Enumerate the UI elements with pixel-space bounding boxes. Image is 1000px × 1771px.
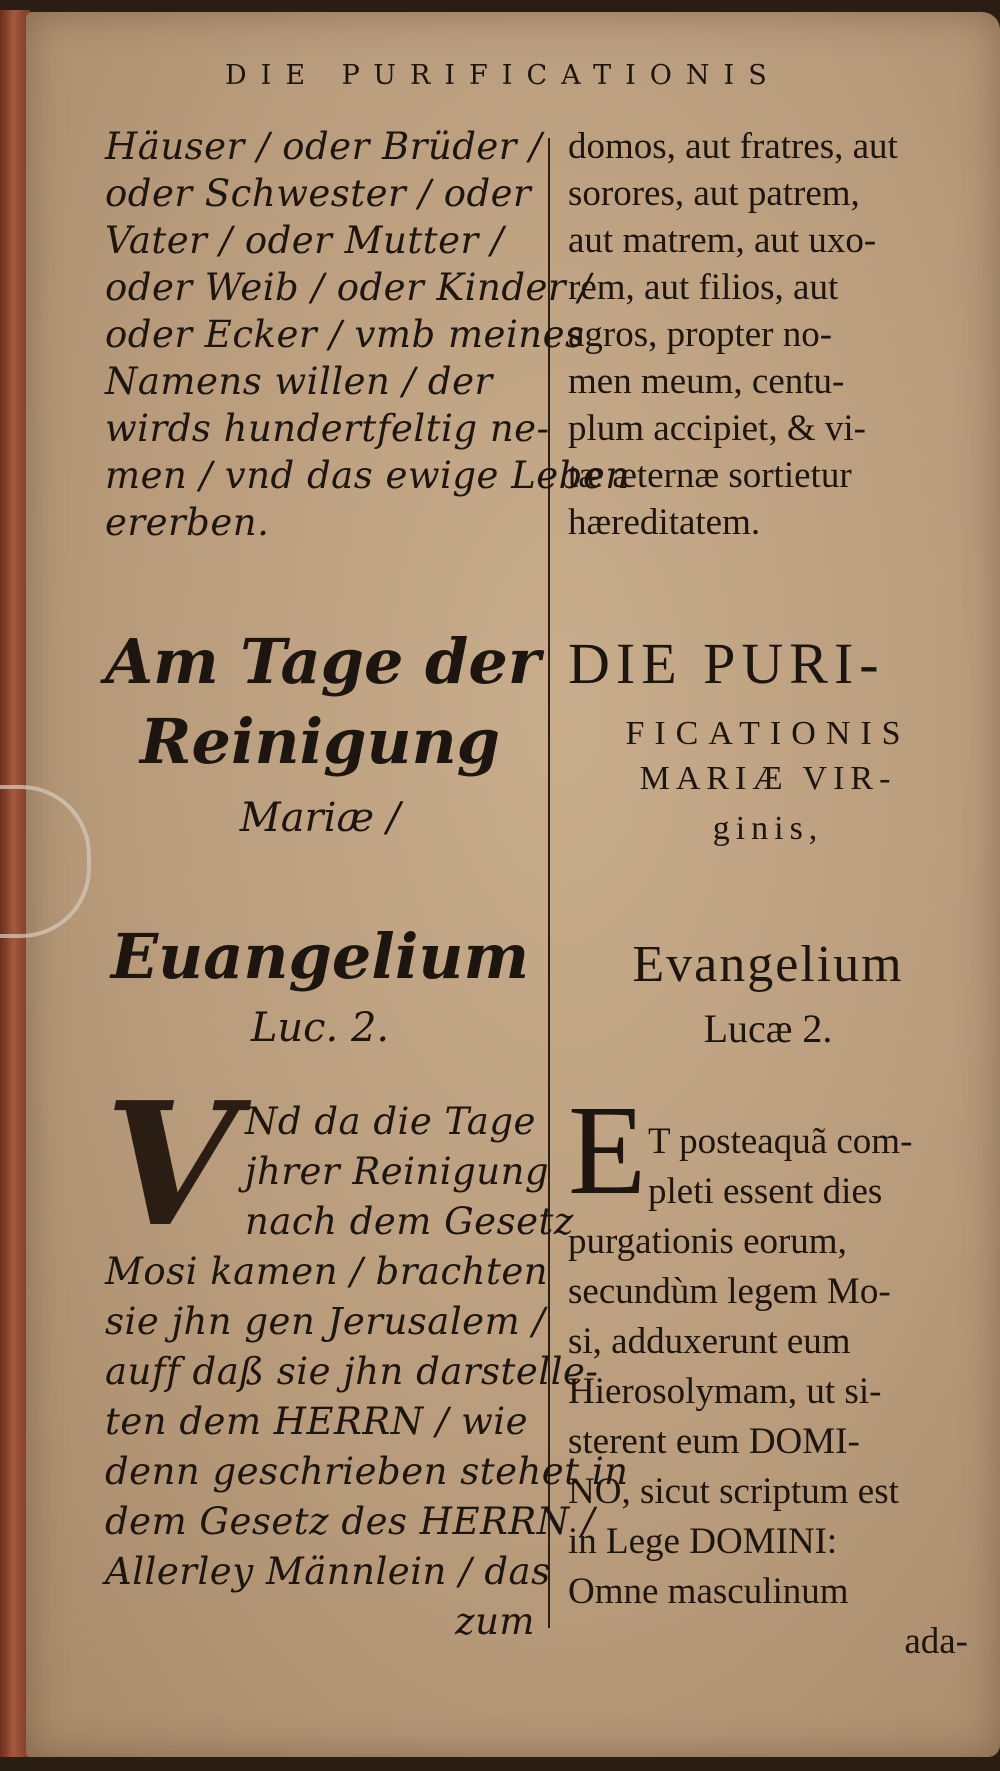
german-body-line: Vater / oder Mutter /	[105, 219, 504, 262]
latin-gospel-line: Hierosolymam, ut si-	[568, 1371, 882, 1412]
latin-body-line: plum accipiet, & vi-	[568, 408, 866, 449]
latin-title-line: DIE PURI-	[568, 631, 885, 696]
latin-title-line: ginis,	[712, 810, 824, 847]
latin-gospel-line: NO, sicut scriptum est	[568, 1471, 899, 1512]
latin-body-line: agros, propter no-	[568, 314, 833, 355]
german-title-line: Reinigung	[139, 705, 500, 778]
latin-body-line: sorores, aut patrem,	[568, 173, 860, 214]
latin-body-line: tæ æternæ sortietur	[568, 455, 852, 496]
latin-gospel-line: T posteaquã com-	[648, 1121, 913, 1162]
german-gospel-line: Mosi kamen / brachten	[105, 1250, 549, 1293]
german-gospel-line: auff daß sie jhn darstelle-	[105, 1350, 599, 1393]
german-gospel-line: sie jhn gen Jerusalem /	[105, 1300, 546, 1343]
latin-body-line: aut matrem, aut uxo-	[568, 220, 877, 261]
german-body-line: Namens willen / der	[105, 360, 493, 403]
latin-gospel-line: purgationis eorum,	[568, 1221, 847, 1262]
german-body-line: ererben.	[105, 501, 270, 544]
german-catchword: zum	[455, 1600, 535, 1643]
latin-body-line: men meum, centu-	[568, 361, 845, 402]
latin-title-line: MARIÆ VIR-	[639, 760, 897, 797]
latin-gospel-line: in Lege DOMINI:	[568, 1521, 838, 1562]
german-body-line: oder Weib / oder Kinder /	[105, 266, 592, 309]
running-head: DIE PURIFICATIONIS	[225, 60, 781, 91]
latin-gospel-reference: Lucæ 2.	[703, 1006, 833, 1051]
latin-gospel-line: si, adduxerunt eum	[568, 1321, 851, 1362]
german-title-line: Mariæ /	[239, 795, 401, 841]
latin-gospel-line: secundùm legem Mo-	[568, 1271, 891, 1312]
latin-gospel-heading: Evangelium	[632, 936, 904, 993]
column-divider	[548, 138, 550, 1628]
german-body-line: Häuser / oder Brüder /	[105, 125, 543, 168]
german-gospel-line: Allerley Männlein / das	[105, 1550, 551, 1593]
german-body-line: men / vnd das ewige Leben	[105, 454, 630, 497]
german-gospel-line: Nd da die Tage	[245, 1100, 536, 1143]
latin-body-line: hæreditatem.	[568, 502, 761, 543]
german-gospel-line: denn geschrieben stehet in	[105, 1450, 629, 1493]
german-gospel-line: ten dem HERRN / wie	[105, 1400, 529, 1443]
german-gospel-reference: Luc. 2.	[250, 1005, 390, 1051]
german-gospel-line: dem Gesetz des HERRN /	[105, 1500, 595, 1543]
german-body-line: oder Schwester / oder	[105, 172, 532, 215]
latin-title-line: FICATIONIS	[625, 715, 911, 752]
latin-body-line: rem, aut filios, aut	[568, 267, 839, 308]
german-gospel-heading: Euangelium	[110, 920, 530, 993]
german-gospel-line: jhrer Reinigung	[245, 1150, 550, 1193]
latin-catchword: ada-	[904, 1621, 968, 1662]
german-body-line: oder Ecker / vmb meines	[105, 313, 585, 356]
german-title-line: Am Tage der	[105, 625, 541, 698]
german-gospel-line: nach dem Gesetz	[245, 1200, 574, 1243]
german-body-line: wirds hundertfeltig ne-	[105, 407, 550, 450]
bottom-edge	[0, 1757, 1000, 1771]
latin-gospel-line: pleti essent dies	[648, 1171, 883, 1212]
latin-dropcap: E	[568, 1079, 647, 1221]
german-dropcap: V	[105, 1065, 237, 1265]
latin-gospel-line: sterent eum DOMI-	[568, 1421, 860, 1462]
latin-gospel-line: Omne masculinum	[568, 1571, 849, 1612]
latin-body-line: domos, aut fratres, aut	[568, 126, 898, 167]
